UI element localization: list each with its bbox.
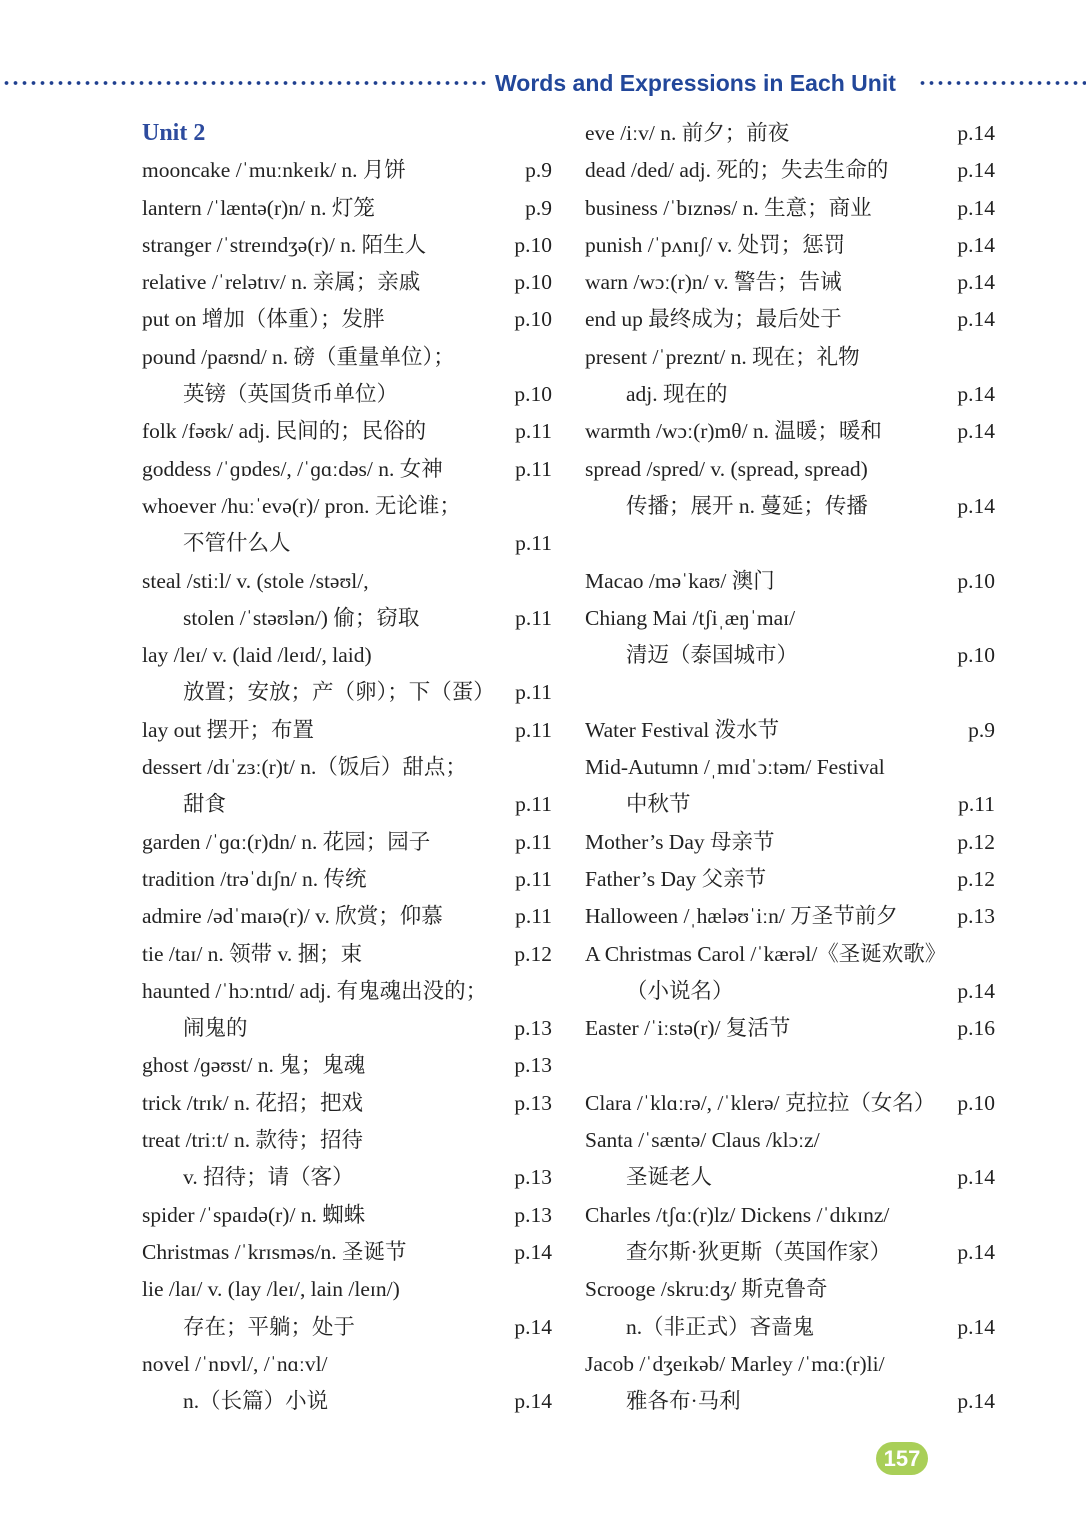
vocab-term: spider /ˈspaɪdə(r)/ n. 蜘蛛	[142, 1202, 366, 1227]
vocab-term: garden /ˈɡɑː(r)dn/ n. 花园；园子	[142, 829, 431, 854]
vocab-entry-continuation	[142, 376, 552, 413]
group-spacer	[585, 525, 995, 562]
page-reference: p.10	[514, 270, 552, 295]
vocab-entry	[585, 227, 995, 264]
page-reference: p.14	[957, 382, 995, 407]
vocab-entry	[585, 1271, 995, 1308]
page-reference: p.11	[515, 680, 552, 705]
vocab-entry	[142, 1197, 552, 1234]
page-reference: p.12	[957, 866, 995, 891]
page-reference: p.14	[957, 978, 995, 1003]
page-reference: p.13	[957, 904, 995, 929]
vocab-term: n.（长篇）小说	[183, 1389, 329, 1414]
page-reference: p.13	[514, 1053, 552, 1078]
vocab-term: novel /ˈnɒvl/, /ˈnɑːvl/	[142, 1351, 328, 1376]
page-reference: p.14	[957, 1389, 995, 1414]
vocab-entry-continuation	[585, 1383, 995, 1420]
vocab-term: 英镑（英国货币单位）	[183, 382, 399, 407]
vocab-term: stolen /ˈstəʊlən/) 偷；窃取	[183, 605, 420, 630]
vocab-term: present /ˈpreznt/ n. 现在；礼物	[585, 344, 860, 369]
vocab-entry-continuation	[585, 1159, 995, 1196]
vocab-term: 中秋节	[626, 792, 691, 817]
page-reference: p.9	[525, 195, 552, 220]
vocab-entry-continuation	[142, 1010, 552, 1047]
vocab-term: ghost /ɡəʊst/ n. 鬼；鬼魂	[142, 1053, 366, 1078]
vocab-term: v. 招待；请（客）	[183, 1165, 354, 1190]
vocab-entry-continuation	[142, 1159, 552, 1196]
page-reference: p.14	[957, 232, 995, 257]
page-reference: p.10	[957, 643, 995, 668]
vocab-entry	[142, 264, 552, 301]
vocab-term: Mid-Autumn /ˌmɪdˈɔːtəm/ Festival	[585, 755, 885, 780]
vocab-entry-continuation	[585, 488, 995, 525]
vocab-entry	[142, 898, 552, 935]
vocab-term: pound /paʊnd/ n. 磅（重量单位）；	[142, 344, 455, 369]
page-reference: p.13	[514, 1202, 552, 1227]
vocab-term: Father’s Day 父亲节	[585, 866, 767, 891]
vocab-term: Scrooge /skruːdʒ/ 斯克鲁奇	[585, 1277, 828, 1302]
vocab-entry	[142, 824, 552, 861]
section-title: Words and Expressions in Each Unit	[495, 70, 896, 96]
page-reference: p.10	[957, 568, 995, 593]
vocab-entry-continuation	[142, 525, 552, 562]
vocab-term: goddess /ˈɡɒdes/, /ˈɡɑːdəs/ n. 女神	[142, 456, 443, 481]
vocab-entry	[585, 301, 995, 338]
page-reference: p.13	[514, 1016, 552, 1041]
vocab-term: 圣诞老人	[626, 1165, 713, 1190]
page-reference: p.11	[515, 419, 552, 444]
vocab-entry	[585, 563, 995, 600]
vocab-entry	[585, 861, 995, 898]
vocab-entry	[585, 115, 995, 152]
vocab-entry-continuation	[585, 1234, 995, 1271]
vocab-term: lie /laɪ/ v. (lay /leɪ/, lain /leɪn/)	[142, 1277, 400, 1302]
page-reference: p.14	[957, 419, 995, 444]
vocab-entry	[585, 824, 995, 861]
vocab-entry	[142, 1271, 552, 1308]
vocab-entry	[142, 1346, 552, 1383]
vocab-entry	[142, 1122, 552, 1159]
vocab-entry	[585, 749, 995, 786]
group-spacer	[585, 1047, 995, 1084]
vocab-term: 甜食	[183, 792, 227, 817]
vocab-term: Macao /məˈkaʊ/ 澳门	[585, 568, 775, 593]
page-number-badge: 157	[876, 1442, 928, 1475]
vocabulary-column-left	[142, 115, 552, 1420]
vocab-entry	[585, 451, 995, 488]
vocab-entry	[585, 264, 995, 301]
vocab-entry	[142, 339, 552, 376]
vocab-entry	[585, 898, 995, 935]
dotted-rule-left	[2, 66, 488, 100]
vocab-entry	[585, 936, 995, 973]
vocab-entry-continuation	[585, 1309, 995, 1346]
vocab-entry	[585, 152, 995, 189]
vocab-term: Water Festival 泼水节	[585, 717, 780, 742]
vocab-entry	[142, 637, 552, 674]
vocab-term: relative /ˈrelətɪv/ n. 亲属；亲戚	[142, 270, 421, 295]
vocab-term: treat /triːt/ n. 款待；招待	[142, 1128, 363, 1153]
page-reference: p.10	[514, 307, 552, 332]
vocab-entry	[585, 1122, 995, 1159]
vocab-term: 存在；平躺；处于	[183, 1314, 356, 1339]
vocab-entry	[142, 712, 552, 749]
page-reference: p.11	[515, 792, 552, 817]
vocab-term: 放置；安放；产（卵）；下（蛋）	[183, 680, 495, 705]
vocab-term: business /ˈbɪznəs/ n. 生意；商业	[585, 195, 872, 220]
page-reference: p.14	[957, 158, 995, 183]
page-reference: p.16	[957, 1016, 995, 1041]
vocab-term: tradition /trəˈdɪʃn/ n. 传统	[142, 866, 367, 891]
vocab-entry-continuation	[585, 786, 995, 823]
vocab-entry	[142, 1234, 552, 1271]
page-reference: p.9	[968, 717, 995, 742]
page-reference: p.12	[514, 941, 552, 966]
vocab-term: spread /spred/ v. (spread, spread)	[585, 456, 868, 481]
page-reference: p.14	[514, 1389, 552, 1414]
page-reference: p.13	[514, 1090, 552, 1115]
vocab-term: stranger /ˈstreɪndʒə(r)/ n. 陌生人	[142, 232, 427, 257]
vocab-entry	[585, 1346, 995, 1383]
vocab-entry	[585, 339, 995, 376]
vocab-entry	[585, 600, 995, 637]
vocab-term: 闹鬼的	[183, 1016, 248, 1041]
vocab-term: 传播；展开 n. 蔓延；传播	[626, 493, 868, 518]
page-reference: p.14	[957, 1165, 995, 1190]
vocab-term: adj. 现在的	[626, 382, 728, 407]
page-reference: p.11	[515, 531, 552, 556]
vocab-entry	[585, 190, 995, 227]
vocab-entry-continuation	[142, 1383, 552, 1420]
vocab-term: haunted /ˈhɔːntɪd/ adj. 有鬼魂出没的；	[142, 978, 488, 1003]
vocab-term: tie /taɪ/ n. 领带 v. 捆；束	[142, 941, 363, 966]
vocab-term: 雅各布·马利	[626, 1389, 741, 1414]
page-reference: p.14	[957, 195, 995, 220]
vocab-entry	[142, 1047, 552, 1084]
vocab-entry	[585, 1010, 995, 1047]
vocab-entry	[585, 712, 995, 749]
vocab-entry	[585, 1085, 995, 1122]
page-reference: p.14	[957, 493, 995, 518]
vocab-term: n.（非正式）吝啬鬼	[626, 1314, 815, 1339]
vocab-entry	[142, 488, 552, 525]
vocab-term: lay out 摆开；布置	[142, 717, 314, 742]
page-reference: p.14	[957, 307, 995, 332]
vocab-term: Jacob /ˈdʒeɪkəb/ Marley /ˈmɑː(r)li/	[585, 1351, 885, 1376]
vocab-entry	[585, 413, 995, 450]
page-reference: p.11	[958, 792, 995, 817]
vocab-entry-continuation	[585, 973, 995, 1010]
vocab-term: lay /leɪ/ v. (laid /leɪd/, laid)	[142, 643, 372, 668]
vocab-term: put on 增加（体重）；发胖	[142, 307, 385, 332]
vocab-entry	[142, 152, 552, 189]
vocab-term: eve /iːv/ n. 前夕；前夜	[585, 121, 790, 145]
dotted-rule-right	[918, 66, 1086, 100]
vocab-term: Christmas /ˈkrɪsməs/n. 圣诞节	[142, 1239, 407, 1264]
unit-heading: Unit 2	[142, 120, 206, 146]
vocab-entry-continuation	[142, 674, 552, 711]
group-spacer	[585, 674, 995, 711]
page-reference: p.11	[515, 605, 552, 630]
page-reference: p.14	[957, 121, 995, 145]
vocab-term: mooncake /ˈmuːnkeɪk/ n. 月饼	[142, 158, 406, 183]
vocab-term: 不管什么人	[183, 531, 291, 556]
vocab-term: warn /wɔː(r)n/ v. 警告；告诫	[585, 270, 842, 295]
vocab-term: dead /ded/ adj. 死的；失去生命的	[585, 158, 889, 183]
page-reference: p.13	[514, 1165, 552, 1190]
page-reference: p.10	[514, 232, 552, 257]
vocab-term: lantern /ˈlæntə(r)n/ n. 灯笼	[142, 195, 375, 220]
vocab-term: Halloween /ˌhæləʊˈiːn/ 万圣节前夕	[585, 904, 898, 929]
page-reference: p.11	[515, 456, 552, 481]
page-reference: p.11	[515, 866, 552, 891]
vocab-entry-continuation	[142, 600, 552, 637]
vocab-term: （小说名）	[626, 978, 734, 1003]
page-reference: p.9	[525, 158, 552, 183]
vocab-term: end up 最终成为；最后处于	[585, 307, 842, 332]
vocab-entry	[142, 413, 552, 450]
vocab-term: steal /stiːl/ v. (stole /stəʊl/,	[142, 568, 369, 593]
vocab-term: A Christmas Carol /ˈkærəl/《圣诞欢歌》	[585, 941, 947, 966]
vocab-entry-continuation	[142, 786, 552, 823]
page-reference: p.14	[514, 1239, 552, 1264]
page-reference: p.14	[957, 270, 995, 295]
vocab-term: trick /trɪk/ n. 花招；把戏	[142, 1090, 363, 1115]
page-reference: p.10	[957, 1090, 995, 1115]
vocab-entry	[142, 936, 552, 973]
vocab-term: folk /fəʊk/ adj. 民间的；民俗的	[142, 419, 427, 444]
page-reference: p.14	[957, 1239, 995, 1264]
vocab-entry	[142, 451, 552, 488]
vocab-term: Charles /tʃɑː(r)lz/ Dickens /ˈdɪkɪnz/	[585, 1202, 890, 1227]
vocab-entry-continuation	[585, 637, 995, 674]
page-reference: p.11	[515, 829, 552, 854]
vocab-term: whoever /huːˈevə(r)/ pron. 无论谁；	[142, 493, 461, 518]
page-reference: p.10	[514, 382, 552, 407]
vocab-term: admire /ədˈmaɪə(r)/ v. 欣赏；仰慕	[142, 904, 443, 929]
vocab-term: warmth /wɔː(r)mθ/ n. 温暖；暖和	[585, 419, 882, 444]
vocab-term: Easter /ˈiːstə(r)/ 复活节	[585, 1016, 791, 1041]
vocab-term: Mother’s Day 母亲节	[585, 829, 775, 854]
page-reference: p.11	[515, 717, 552, 742]
vocab-term: 清迈（泰国城市）	[626, 643, 799, 668]
vocab-term: Santa /ˈsæntə/ Claus /klɔːz/	[585, 1128, 820, 1153]
page-reference: p.12	[957, 829, 995, 854]
vocab-term: punish /ˈpʌnɪʃ/ v. 处罚；惩罚	[585, 232, 846, 257]
vocab-term: Chiang Mai /tʃiˌæŋˈmaɪ/	[585, 605, 796, 630]
vocab-entry	[142, 861, 552, 898]
vocab-entry	[585, 1197, 995, 1234]
vocab-term: dessert /dɪˈzɜː(r)t/ n.（饭后）甜点；	[142, 755, 467, 780]
vocab-entry	[142, 1085, 552, 1122]
vocab-entry	[142, 227, 552, 264]
vocabulary-column-right	[585, 115, 995, 1420]
vocab-entry	[142, 973, 552, 1010]
vocab-entry-continuation	[585, 376, 995, 413]
vocab-term: 查尔斯·狄更斯（英国作家）	[626, 1239, 892, 1264]
page-reference: p.14	[514, 1314, 552, 1339]
vocab-entry	[142, 749, 552, 786]
vocab-entry	[142, 301, 552, 338]
vocab-entry	[142, 563, 552, 600]
vocab-entry-continuation	[142, 1309, 552, 1346]
section-header	[0, 66, 1087, 100]
vocab-entry	[142, 190, 552, 227]
page-reference: p.14	[957, 1314, 995, 1339]
vocab-term: Clara /ˈklɑːrə/, /ˈklerə/ 克拉拉（女名）	[585, 1090, 936, 1115]
page-reference: p.11	[515, 904, 552, 929]
